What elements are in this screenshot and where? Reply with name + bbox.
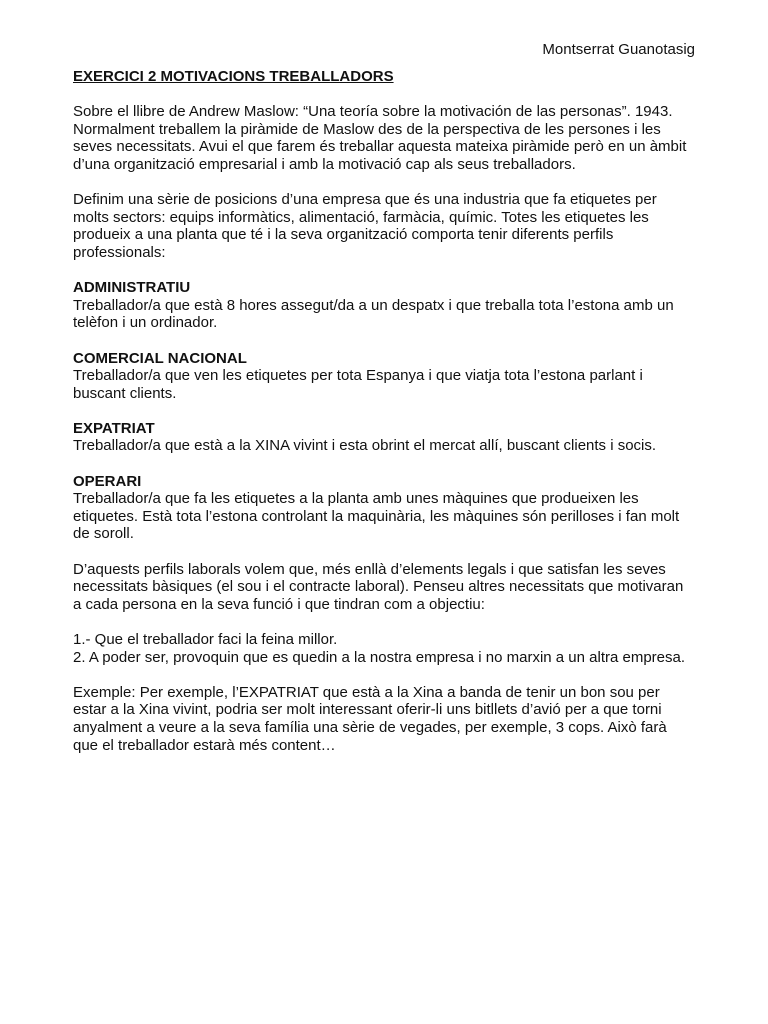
spacer: [73, 402, 695, 420]
objective-item: 2. A poder ser, provoquin que es quedin a la nostra empresa i no marxin a un altra empresa.: [73, 648, 686, 666]
source-line: Sobre el llibre de Andrew Maslow: “Una teoría sobre la motivación de las personas”. 1943.: [73, 103, 673, 121]
document-body: [73, 68, 695, 754]
profile-text-comercial: Treballador/a que ven les etiquetes per tota Espanya i que viatja tota l’estona parlant i buscant clients.: [73, 367, 643, 402]
profile-heading-administratiu: ADMINISTRATIU: [73, 279, 191, 297]
spacer: [73, 332, 695, 350]
profile-heading-operari: OPERARI: [73, 472, 142, 490]
example-paragraph: Exemple: Per exemple, l’EXPATRIAT que està a la Xina a banda de tenir un bon sou per estar a la Xina vivint, podria ser molt interessant oferir-li uns bitllets d’avió per a que torni anyalment a veure a la seva família una sèrie de vegades, per exemple, 3 cops. Això farà que el treballador estarà més content…: [73, 683, 667, 754]
spacer: [73, 543, 695, 561]
profile-text-operari: Treballador/a que fa les etiquetes a la planta amb unes màquines que produeixen les etiquetes. Està tota l’estona controlant la maquinària, les màquines són perilloses i fan molt de soroll.: [73, 490, 680, 543]
document-title: EXERCICI 2 MOTIVACIONS TREBALLADORS: [73, 68, 394, 85]
profile-text-expatriat: Treballador/a que està a la XINA vivint i esta obrint el mercat allí, buscant clients i socis.: [73, 437, 657, 455]
objective-item: 1.- Que el treballador faci la feina millor.: [73, 631, 338, 648]
spacer: [73, 666, 695, 684]
definition-paragraph: Definim una sèrie de posicions d’una empresa que és una industria que fa etiquetes per molts sectors: equips informàtics, alimentació, farmàcia, químic. Totes les etiquetes les produeix a una planta que té i la seva organització comporta tenir diferents perfils professionals:: [73, 191, 657, 261]
profile-heading-expatriat: EXPATRIAT: [73, 419, 155, 437]
profile-heading-comercial: COMERCIAL NACIONAL: [73, 349, 247, 367]
intro-paragraph: Normalment treballem la piràmide de Maslow des de la perspectiva de les persones i les seves necessitats. Avui el que farem és treballar aquesta mateixa piràmide però en un àmbit d’una organització empresarial i amb la motivació cap als seus treballadors.: [73, 120, 687, 173]
question-paragraph: D’aquests perfils laborals volem que, més enllà d’elements legals i que satisfan les seves necessitats bàsiques (el sou i el contracte laboral). Penseu altres necessitats que motivaran a cada persona en la seva funció i que tindran com a objectiu:: [73, 560, 684, 613]
spacer: [73, 262, 695, 280]
profile-text-administratiu: Treballador/a que està 8 hores assegut/da a un despatx i que treballa tota l’estona amb un telèfon i un ordinador.: [73, 296, 674, 332]
author-name: Montserrat Guanotasig: [542, 41, 695, 58]
spacer: [73, 613, 695, 631]
spacer: [73, 455, 695, 473]
spacer: [73, 174, 695, 192]
